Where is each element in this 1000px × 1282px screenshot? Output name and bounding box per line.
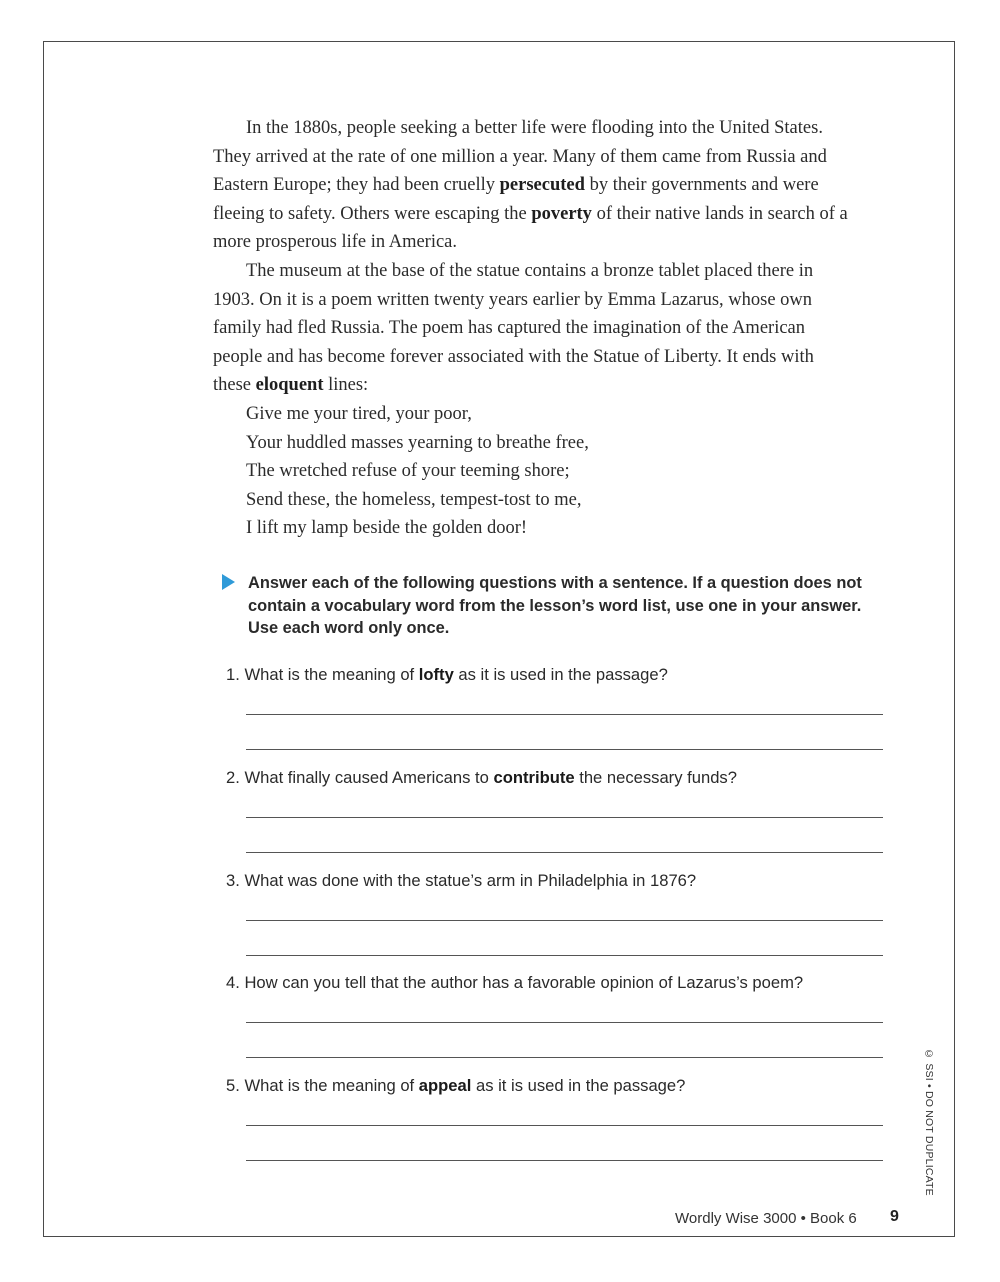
- play-arrow-icon: [222, 574, 235, 590]
- vocab-word-persecuted: persecuted: [499, 175, 585, 196]
- instructions: [222, 572, 882, 640]
- vocab-word-poverty: poverty: [531, 203, 592, 224]
- answer-line-2b[interactable]: [246, 852, 883, 853]
- instructions-text: Answer each of the following questions with a sentence. If a question does not contain a vocabulary word from the lesson’s word list, use one in your answer. Use each word only once.: [248, 574, 862, 637]
- poem-excerpt: [213, 400, 853, 543]
- poem-line-2: Your huddled masses yearning to breathe free,: [246, 432, 589, 453]
- passage-paragraph-2: The museum at the base of the statue contains a bronze tablet placed there in 1903. On it is a poem written twenty years earlier by Emma Lazarus, whose own family had fled Russia. The poem has captured the imagination of the American people and has become forever associated with the Statue of Liberty. It ends with these eloquent lines:: [213, 260, 814, 396]
- answer-line-3b[interactable]: [246, 955, 883, 956]
- answer-line-1a[interactable]: [246, 714, 883, 715]
- question-1-text: 1. What is the meaning of lofty as it is used in the passage?: [226, 665, 668, 684]
- question-5-text: 5. What is the meaning of appeal as it is used in the passage?: [226, 1076, 686, 1095]
- poem-line-4: Send these, the homeless, tempest-tost to me,: [246, 489, 582, 510]
- answer-line-3a[interactable]: [246, 920, 883, 921]
- footer-book-title: Wordly Wise 3000 • Book 6: [675, 1210, 857, 1227]
- answer-line-1b[interactable]: [246, 749, 883, 750]
- answer-line-4b[interactable]: [246, 1057, 883, 1058]
- answer-line-4a[interactable]: [246, 1022, 883, 1023]
- page-number: 9: [890, 1208, 899, 1225]
- copyright-notice: © SSI • DO NOT DUPLICATE: [923, 1048, 935, 1196]
- vocab-word-eloquent: eloquent: [255, 375, 324, 396]
- reading-passage: [213, 114, 853, 543]
- vocab-word-contribute: contribute: [493, 768, 575, 787]
- question-3-text: 3. What was done with the statue’s arm in Philadelphia in 1876?: [226, 871, 697, 890]
- question-2-text: 2. What finally caused Americans to contribute the necessary funds?: [226, 768, 737, 787]
- passage-paragraph-1: In the 1880s, people seeking a better life were flooding into the United States. They arrived at the rate of one million a year. Many of them came from Russia and Eastern Europe; they had been cruelly persecuted by their governments and were fleeing to safety. Others were escaping the poverty of their native lands in search of a more prosperous life in America.: [213, 118, 848, 253]
- question-4-text: 4. How can you tell that the author has a favorable opinion of Lazarus’s poem?: [226, 973, 804, 992]
- answer-line-2a[interactable]: [246, 817, 883, 818]
- vocab-word-appeal: appeal: [418, 1076, 472, 1095]
- answer-line-5b[interactable]: [246, 1160, 883, 1161]
- poem-line-3: The wretched refuse of your teeming shore;: [246, 461, 570, 482]
- poem-line-5: I lift my lamp beside the golden door!: [246, 518, 528, 539]
- vocab-word-lofty: lofty: [418, 665, 454, 684]
- poem-line-1: Give me your tired, your poor,: [246, 403, 472, 424]
- answer-line-5a[interactable]: [246, 1125, 883, 1126]
